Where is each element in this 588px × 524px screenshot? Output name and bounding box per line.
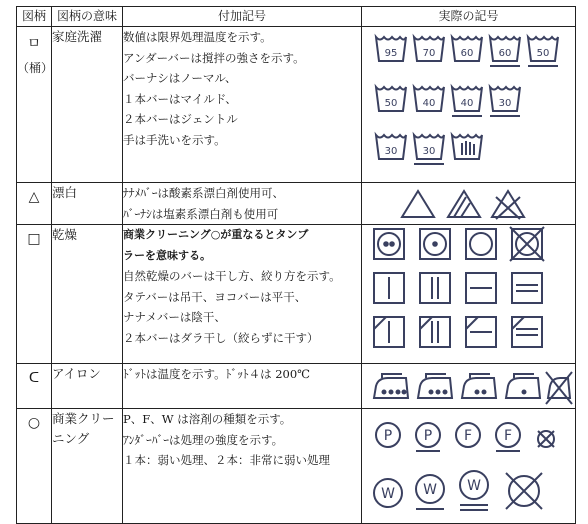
table-row [17, 27, 576, 183]
table-row [17, 364, 576, 409]
notes-cell [123, 183, 362, 225]
hand-wash-icon [452, 135, 482, 159]
header-actual: 実際の記号 [362, 7, 576, 27]
wash-tub-icon [528, 37, 558, 66]
note-line: ﾊﾞｰﾅｼは塩素系漂白剤も使用可 [123, 206, 279, 221]
no-bleach-icon [492, 191, 524, 217]
wash-tub-icon [490, 87, 520, 116]
wash-tub-icon [452, 87, 482, 116]
solvent-letter: W [423, 482, 437, 498]
wash-temp-label: 70 [422, 48, 436, 59]
iron-icons [362, 364, 574, 408]
note-line: ｱﾝﾀﾞｰﾊﾞｰは処理の強度を示す。 [123, 432, 284, 447]
header-notes: 付加記号 [123, 7, 362, 27]
notes-cell [123, 27, 362, 183]
notes-cell [123, 225, 362, 364]
wash-tub-icon [414, 37, 444, 61]
wash-temp-label: 30 [422, 146, 436, 157]
wash-temp-label: 50 [536, 48, 550, 59]
symbol-sub: （桶） [17, 61, 54, 75]
note-line: １本：弱い処理、２本：非常に弱い処理 [123, 453, 330, 467]
meaning-cell: 漂白 [52, 183, 123, 225]
drying-icons [362, 225, 574, 363]
note-line: ナナメバーは陰干、 [123, 310, 226, 324]
symbol-cell [17, 364, 52, 409]
symbol-cell [17, 27, 52, 183]
bleach-icons [362, 183, 574, 221]
solvent-letter: F [463, 428, 473, 444]
note-line: P、F、W は溶剤の種類を示す。 [123, 412, 292, 426]
solvent-letter: P [383, 428, 393, 444]
wash-temp-label: 40 [460, 98, 474, 109]
square-icon: □ [27, 231, 41, 247]
note-line: ２本バーはダラ干し（絞らずに干す） [123, 330, 319, 345]
wash-temp-label: 60 [498, 48, 512, 59]
wash-temp-label: 30 [384, 146, 398, 157]
circle-icon: ○ [27, 415, 41, 431]
actual-cell [362, 364, 576, 409]
note-line: ラーを意味する。 [123, 248, 211, 262]
meaning-cell: アイロン [52, 364, 123, 409]
note-line: 数値は限界処理温度を示す。 [123, 30, 272, 44]
solvent-letter: P [423, 428, 433, 444]
symbol-cell [17, 409, 52, 524]
wash-temp-label: 40 [422, 98, 436, 109]
table-row [17, 225, 576, 364]
solvent-letter: W [467, 478, 481, 494]
wash-tub-icon [376, 37, 406, 61]
actual-cell [362, 409, 576, 524]
wash-icons [362, 27, 574, 182]
wash-tub-icon [452, 37, 482, 61]
notes-cell [123, 364, 362, 409]
wash-temp-label: 30 [498, 98, 512, 109]
table-row [17, 183, 576, 225]
header-symbol: 図柄 [17, 7, 52, 27]
actual-cell [362, 183, 576, 225]
meaning-cell: 乾燥 [52, 225, 123, 364]
actual-cell [362, 27, 576, 183]
wash-temp-label: 95 [384, 48, 398, 59]
note-line: アンダーバーは撹拌の強さを示す。 [123, 50, 305, 65]
note-line: タテバーは吊干、ヨコバーは平干、 [123, 289, 307, 304]
meaning-cell: 家庭洗濯 [52, 27, 123, 183]
note-line: １本バーはマイルド、 [123, 91, 237, 106]
iron-icon: ᑕ [28, 370, 40, 386]
note-line: ２本バーはジェントル [123, 112, 238, 126]
header-meaning: 図柄の意味 [52, 7, 123, 27]
note-line: ﾄﾞｯﾄは温度を示す。ﾄﾞｯﾄ４は 200℃ [123, 367, 311, 381]
pro-clean-icons [362, 409, 574, 523]
wash-tub-icon [490, 37, 520, 66]
triangle-icon: △ [28, 189, 40, 205]
wash-tub-icon: ㅁ [27, 36, 41, 52]
symbol-cell [17, 225, 52, 364]
note-line: 自然乾燥のバーは干し方、絞り方を示す。 [123, 269, 341, 283]
actual-cell [362, 225, 576, 364]
notes-cell [123, 409, 362, 524]
wash-temp-label: 50 [384, 98, 398, 109]
wash-tub-icon [414, 87, 444, 111]
wash-tub-icon [376, 87, 406, 111]
bleach-triangle-icon [402, 191, 434, 217]
note-line: 商業クリーニング○が重なるとタンブ [123, 228, 309, 241]
wash-tub-icon [414, 135, 444, 164]
meaning-cell: 商業クリーニング [52, 409, 123, 524]
header-row [17, 7, 576, 27]
symbol-cell [17, 183, 52, 225]
solvent-letter: W [381, 486, 395, 502]
solvent-letter: F [503, 428, 513, 444]
wash-tub-icon [376, 135, 406, 159]
table-row [17, 409, 576, 524]
note-line: 手は手洗いを示す。 [123, 132, 226, 147]
wash-temp-label: 60 [460, 48, 474, 59]
note-line: ﾅﾅﾒﾊﾞｰは酸素系漂白剤使用可、 [123, 186, 284, 200]
note-line: バーナシはノーマル、 [123, 71, 237, 85]
symbol-table [16, 6, 576, 524]
